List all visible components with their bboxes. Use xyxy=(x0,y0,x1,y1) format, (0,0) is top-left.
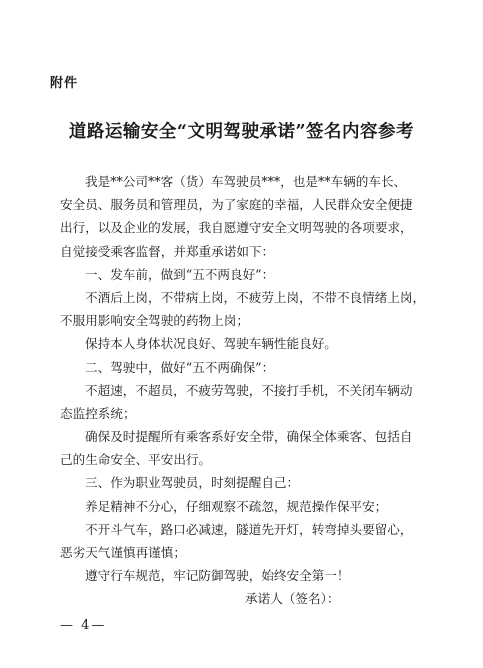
body-line: 不开斗气车，路口必减速，隧道先开灯，转弯掉头要留心， xyxy=(85,521,413,537)
commitment-body xyxy=(60,170,430,611)
signature-label: 承诺人（签名）： xyxy=(245,591,340,607)
body-line: 安全员、服务员和管理员，为了家庭的幸福，人民群众安全便捷 xyxy=(60,197,413,213)
body-line: 确保及时提醒所有乘客系好安全带，确保全体乘客、包括自 xyxy=(85,429,413,445)
body-line: 遵守行车规范，牢记防御驾驶，始终安全第一！ xyxy=(85,568,350,584)
body-line: 不超速，不超员，不疲劳驾驶，不接打手机，不关闭车辆动 xyxy=(85,382,413,398)
section-heading: 二、驾驶中，做好“五不两确保”： xyxy=(85,359,275,375)
body-line: 我是**公司**客（货）车驾驶员***，也是**车辆的车长、 xyxy=(85,174,407,189)
section-heading: 一、发车前，做到“五不两良好”： xyxy=(85,266,275,282)
body-line: 恶劣天气谨慎再谨慎； xyxy=(60,545,186,560)
body-line: 不服用影响安全驾驶的药物上岗； xyxy=(60,313,249,329)
body-line: 自觉接受乘客监督，并郑重承诺如下： xyxy=(60,243,275,259)
attachment-label: 附件 xyxy=(50,76,79,91)
document-title: 道路运输安全“文明驾驶承诺”签名内容参考 xyxy=(68,122,415,142)
body-line: 不酒后上岗，不带病上岗，不疲劳上岗，不带不良情绪上岗， xyxy=(85,289,426,305)
body-line: 态监控系统； xyxy=(60,405,136,421)
body-line: 己的生命安全、平安出行。 xyxy=(60,452,212,468)
page-number: — 4— xyxy=(60,618,107,633)
section-heading: 三、作为职业驾驶员，时刻提醒自己： xyxy=(85,475,300,491)
body-line: 养足精神不分心，仔细观察不疏忽，规范操作保平安； xyxy=(85,498,388,514)
body-line: 出行，以及企业的发展，我自愿遵守安全文明驾驶的各项要求， xyxy=(60,220,413,236)
body-line: 保持本人身体状况良好、驾驶车辆性能良好。 xyxy=(85,336,337,352)
